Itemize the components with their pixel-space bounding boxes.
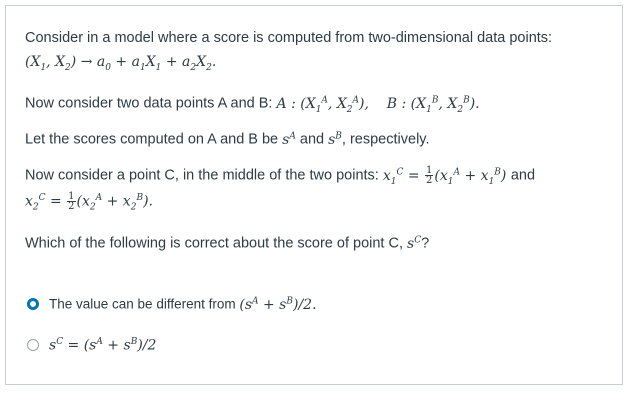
line4-prefix: Now consider a point C, in the middle of the two points:	[25, 167, 379, 184]
option-1-math: $(s^A + s^B)/2$.	[239, 296, 317, 313]
line3-suffix: , respectively.	[341, 131, 430, 148]
question-text-line1: Consider in a model where a score is computed from two-dimensional data points:	[25, 30, 553, 46]
line4-and: and	[510, 167, 536, 184]
question-card	[5, 5, 623, 385]
question-text-line2	[25, 90, 480, 119]
line3-and: and	[299, 131, 325, 148]
midpoint-x1-formula: $x_1^C$ = $\frac{1}{2}$ $(x_1^A + x_1^B)$	[382, 165, 511, 187]
model-formula: ($X_1$, $X_2) \to a_0 + a_1X_1 + a_2X_2$.	[25, 54, 217, 73]
question-text-line6	[25, 230, 429, 254]
option-2-math: $s^C = (s^A + s^B)/2$	[49, 337, 157, 354]
score-c: $s^C$	[407, 235, 422, 252]
points-ab-formula: A : ($X_1^A$, $X_2^A$), B : ($X_1^B$, $X_2^B$).	[276, 95, 480, 115]
line2-prefix: Now consider two data points A and B:	[25, 95, 273, 112]
radio-unselected-icon[interactable]	[27, 339, 39, 351]
midpoint-x2-formula: $x_2^C$ = $\frac{1}{2}$ $(x_2^A + x_2^B)$.	[25, 191, 153, 213]
question-text-line3	[25, 126, 430, 150]
line6-prefix: Which of the following is correct about the score of point C,	[25, 235, 403, 252]
radio-selected-icon[interactable]	[27, 298, 39, 310]
answer-option-2[interactable]	[27, 337, 156, 354]
score-b: $s^B$	[328, 131, 342, 148]
line3-prefix: Let the scores computed on A and B be	[25, 131, 279, 148]
option-1-text: The value can be different from	[49, 296, 236, 312]
answer-option-1[interactable]	[27, 296, 317, 313]
line6-suffix: ?	[421, 235, 430, 252]
option-1-label	[49, 296, 317, 313]
score-a: $s^A$	[282, 131, 296, 148]
